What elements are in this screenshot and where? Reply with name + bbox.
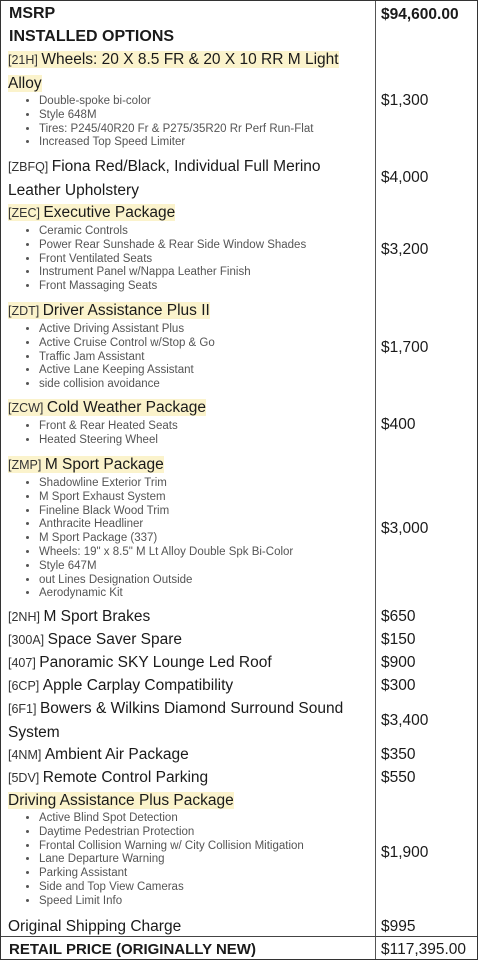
feature-item: • Heated Steering Wheel xyxy=(39,434,375,448)
option-name: Apple Carplay Compatibility xyxy=(42,677,234,694)
option-code: [2NH] xyxy=(8,610,44,624)
option-title xyxy=(1,155,375,202)
option-driver-assistance-plus-ii xyxy=(1,299,375,392)
option-name: M Sport Package xyxy=(44,456,164,473)
option-title xyxy=(1,396,375,420)
option-m-sport-brakes xyxy=(1,605,375,629)
option-original-shipping-charge xyxy=(1,915,375,938)
feature-item: • Ceramic Controls xyxy=(39,225,375,239)
feature-list xyxy=(1,225,375,294)
option-price: $3,000 xyxy=(381,520,429,537)
feature-item: • Active Lane Keeping Assistant xyxy=(39,364,375,378)
option-executive-package xyxy=(1,201,375,294)
feature-item: • side collision avoidance xyxy=(39,378,375,392)
feature-item: • Increased Top Speed Limiter xyxy=(39,136,375,150)
option-code: [4NM] xyxy=(8,748,45,762)
feature-item: • Lane Departure Warning xyxy=(39,853,375,867)
option-name: Wheels: 20 X 8.5 FR & 20 X 10 RR M Light Alloy xyxy=(8,51,339,92)
feature-item: • Traffic Jam Assistant xyxy=(39,351,375,365)
retail-price-value: $117,395.00 xyxy=(381,941,467,958)
option-title xyxy=(1,743,375,767)
option-title xyxy=(1,201,375,225)
option-panoramic-sky-lounge-led-roof xyxy=(1,651,375,675)
option-name: M Sport Brakes xyxy=(43,608,151,625)
option-code: [ZDT] xyxy=(8,304,43,318)
feature-item: • Shadowline Exterior Trim xyxy=(39,477,375,491)
option-title xyxy=(1,674,375,698)
feature-item: • Front Ventilated Seats xyxy=(39,253,375,267)
option-name: Cold Weather Package xyxy=(46,399,207,416)
option-title xyxy=(1,651,375,675)
option-wheels-20-x-8-5-fr-20-x-10-rr-m-light-alloy xyxy=(1,48,375,150)
feature-item: • Aerodynamic Kit xyxy=(39,587,375,601)
feature-item: • Style 648M xyxy=(39,109,375,123)
msrp-value: $94,600.00 xyxy=(381,6,459,23)
feature-item: • Double-spoke bi-color xyxy=(39,95,375,109)
option-price: $1,300 xyxy=(381,92,429,109)
column-divider xyxy=(375,1,376,959)
feature-item: • Front & Rear Heated Seats xyxy=(39,420,375,434)
feature-item: • Side and Top View Cameras xyxy=(39,881,375,895)
feature-item: • Wheels: 19" x 8.5" M Lt Alloy Double Spk Bi-Color xyxy=(39,546,375,560)
option-price: $150 xyxy=(381,631,416,648)
feature-item: • Frontal Collision Warning w/ City Collision Mitigation xyxy=(39,840,375,854)
option-code: [ZBFQ] xyxy=(8,160,52,174)
option-title xyxy=(1,299,375,323)
option-price: $550 xyxy=(381,769,416,786)
option-price: $900 xyxy=(381,654,416,671)
option-title xyxy=(1,766,375,790)
option-name: Driver Assistance Plus II xyxy=(42,302,210,319)
msrp-label: MSRP xyxy=(9,5,56,22)
option-apple-carplay-compatibility xyxy=(1,674,375,698)
option-driving-assistance-plus-package xyxy=(1,789,375,909)
option-price: $3,200 xyxy=(381,241,429,258)
feature-item: • Power Rear Sunshade & Rear Side Window Shades xyxy=(39,239,375,253)
option-name: Driving Assistance Plus Package xyxy=(8,792,234,809)
option-remote-control-parking xyxy=(1,766,375,790)
option-price: $995 xyxy=(381,918,416,935)
option-name: Space Saver Spare xyxy=(47,631,183,648)
option-price: $3,400 xyxy=(381,712,429,729)
option-title xyxy=(1,628,375,652)
option-title xyxy=(1,789,375,812)
feature-list xyxy=(1,95,375,150)
feature-list xyxy=(1,420,375,448)
option-code: [ZEC] xyxy=(8,206,44,220)
option-price: $300 xyxy=(381,677,416,694)
option-title xyxy=(1,453,375,477)
option-price: $1,900 xyxy=(381,844,429,861)
option-fiona-red-black-individual-full-merino-leather-upholstery xyxy=(1,155,375,202)
option-code: [ZMP] xyxy=(8,458,45,472)
feature-list xyxy=(1,477,375,601)
feature-item: • Active Driving Assistant Plus xyxy=(39,323,375,337)
option-name: Ambient Air Package xyxy=(44,746,189,763)
feature-item: • Active Cruise Control w/Stop & Go xyxy=(39,337,375,351)
feature-item: • Parking Assistant xyxy=(39,867,375,881)
option-name: Remote Control Parking xyxy=(42,769,209,786)
option-code: [5DV] xyxy=(8,771,43,785)
option-code: [6F1] xyxy=(8,702,40,716)
feature-item: • out Lines Designation Outside xyxy=(39,574,375,588)
option-code: [ZCW] xyxy=(8,401,47,415)
feature-item: • M Sport Package (337) xyxy=(39,532,375,546)
option-name: Panoramic SKY Lounge Led Roof xyxy=(39,654,272,671)
footer-divider xyxy=(1,936,477,937)
option-title xyxy=(1,605,375,629)
feature-item: • Tires: P245/40R20 Fr & P275/35R20 Rr Perf Run-Flat xyxy=(39,123,375,137)
option-code: [300A] xyxy=(8,633,48,647)
option-title xyxy=(1,697,375,744)
section-title: INSTALLED OPTIONS xyxy=(9,28,175,45)
feature-item: • Speed Limit Info xyxy=(39,895,375,909)
option-name: Fiona Red/Black, Individual Full Merino Leather Upholstery xyxy=(8,158,321,199)
option-price: $650 xyxy=(381,608,416,625)
feature-list xyxy=(1,812,375,909)
option-price: $1,700 xyxy=(381,339,429,356)
option-price: $4,000 xyxy=(381,169,429,186)
option-code: [407] xyxy=(8,656,40,670)
option-name: Executive Package xyxy=(43,204,176,221)
option-price: $400 xyxy=(381,416,416,433)
feature-item: • Fineline Black Wood Trim xyxy=(39,505,375,519)
feature-list xyxy=(1,323,375,392)
option-title xyxy=(1,915,375,938)
feature-item: • M Sport Exhaust System xyxy=(39,491,375,505)
option-name: Bowers & Wilkins Diamond Surround Sound System xyxy=(8,700,344,741)
option-title xyxy=(1,48,375,95)
retail-price-label: RETAIL PRICE (ORIGINALLY NEW) xyxy=(9,941,256,958)
option-m-sport-package xyxy=(1,453,375,601)
feature-item: • Front Massaging Seats xyxy=(39,280,375,294)
option-ambient-air-package xyxy=(1,743,375,767)
option-name: Original Shipping Charge xyxy=(8,918,182,935)
feature-item: • Anthracite Headliner xyxy=(39,518,375,532)
option-space-saver-spare xyxy=(1,628,375,652)
option-cold-weather-package xyxy=(1,396,375,448)
feature-item: • Style 647M xyxy=(39,560,375,574)
feature-item: • Daytime Pedestrian Protection xyxy=(39,826,375,840)
option-price: $350 xyxy=(381,746,416,763)
feature-item: • Active Blind Spot Detection xyxy=(39,812,375,826)
option-code: [6CP] xyxy=(8,679,43,693)
feature-item: • Instrument Panel w/Nappa Leather Finish xyxy=(39,266,375,280)
option-code: [21H] xyxy=(8,53,42,67)
option-bowers-wilkins-diamond-surround-sound-system xyxy=(1,697,375,744)
